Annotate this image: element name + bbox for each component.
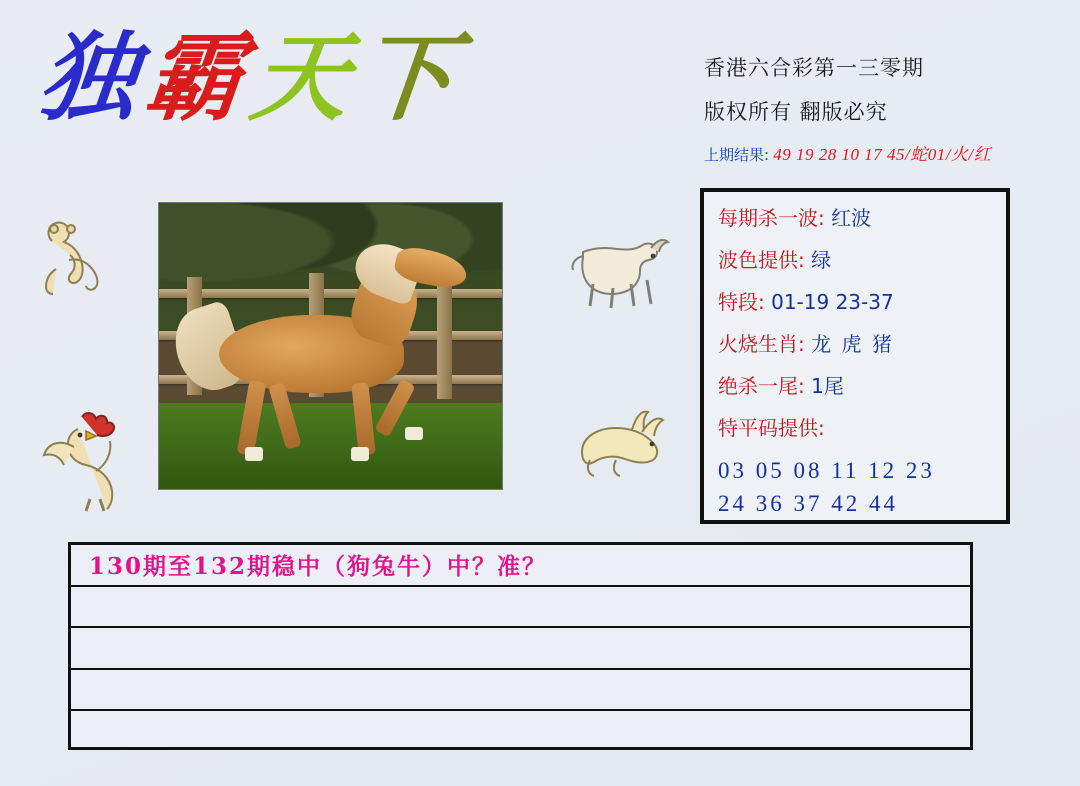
info-row-key: 特平码提供: xyxy=(718,416,825,440)
table-row xyxy=(71,545,970,587)
table-row xyxy=(71,587,970,629)
info-row-value: 红波 xyxy=(831,206,872,230)
horse-hoof xyxy=(351,447,369,461)
horse-photo xyxy=(158,202,503,490)
fence-post xyxy=(437,273,452,399)
info-row xyxy=(718,370,992,399)
header-line-2: 版权所有 翻版必究 xyxy=(704,100,888,124)
table-row xyxy=(71,711,970,753)
info-row-value: 绿 xyxy=(811,248,832,272)
info-row-key: 波色提供: xyxy=(718,248,805,272)
info-row-value: 龙 虎 猪 xyxy=(811,332,894,356)
previous-result-value: 49 19 28 10 17 45/蛇01/火/红 xyxy=(773,145,992,164)
table-row xyxy=(71,670,970,712)
info-row xyxy=(718,328,992,357)
previous-result-label: 上期结果: xyxy=(704,146,770,164)
info-row-value: 01-19 23-37 xyxy=(771,290,894,314)
info-row-value: 1尾 xyxy=(811,374,844,398)
goat-icon xyxy=(565,222,673,317)
bottom-table xyxy=(68,542,973,750)
page-title xyxy=(34,21,460,134)
prediction-info-box xyxy=(700,188,1010,524)
info-row xyxy=(718,244,992,273)
info-row xyxy=(718,412,992,441)
monkey-icon xyxy=(22,215,114,304)
info-row-key: 每期杀一波: xyxy=(718,206,825,230)
info-row-key: 特段: xyxy=(718,290,765,314)
info-row-key: 火烧生肖: xyxy=(718,332,805,356)
header-line-1: 香港六合彩第一三零期 xyxy=(704,56,924,80)
previous-result xyxy=(704,140,1034,165)
info-row xyxy=(718,202,992,231)
horse-hoof xyxy=(405,427,423,440)
title-char-2: 霸 xyxy=(140,21,248,134)
title-char-3: 天 xyxy=(246,21,354,134)
horse-hoof xyxy=(245,447,263,461)
numbers-line-2: 24 36 37 42 44 xyxy=(718,491,898,517)
rooster-icon xyxy=(38,405,138,518)
info-row-key: 绝杀一尾: xyxy=(718,374,805,398)
rabbit-icon xyxy=(560,408,668,489)
photo-grass xyxy=(159,403,502,489)
title-char-1: 独 xyxy=(34,21,142,134)
info-row xyxy=(718,286,992,315)
table-row-text: 130期至132期稳中（狗兔牛）中？准？ xyxy=(89,553,548,581)
header-text-block xyxy=(704,52,1034,165)
numbers-line-1: 03 05 08 11 12 23 xyxy=(718,458,935,483)
title-char-4: 下 xyxy=(352,21,460,134)
table-row xyxy=(71,628,970,670)
